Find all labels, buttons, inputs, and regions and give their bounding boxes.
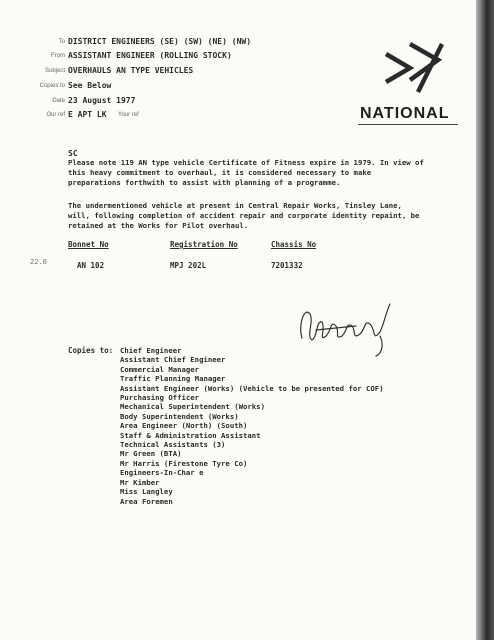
registration-no-value: MPJ 202L xyxy=(170,261,207,270)
to-label: To xyxy=(58,39,65,45)
our-ref-label: Our ref xyxy=(46,112,65,118)
list-item: Commercial Manager xyxy=(120,364,200,374)
body-paragraph-1: Please note 119 AN type vehicle Certificate of Fitness expire in 1979. In view of this heavy commitment to overhaul, it is considered necessary to make preparations forthwith to assist with planning of a programme. xyxy=(68,158,424,187)
copies-to-list xyxy=(120,346,384,506)
bonnet-no-header: Bonnet No xyxy=(68,240,109,249)
copies-to-label: Copies to: xyxy=(68,346,114,355)
brand-name: NATIONAL xyxy=(360,105,450,122)
list-item: Technical Assistants (3) xyxy=(120,440,226,450)
bonnet-no-value: AN 102 xyxy=(77,261,105,270)
our-ref-value: E APT LK xyxy=(68,110,107,119)
chassis-no-header: Chassis No xyxy=(271,240,317,249)
list-item: Miss Langley xyxy=(120,487,173,497)
list-item: Mr Harris (Firestone Tyre Co) xyxy=(120,458,248,468)
list-item: Chief Engineer xyxy=(120,346,182,355)
brand-rule xyxy=(358,124,458,125)
from-value: ASSISTANT ENGINEER (ROLLING STOCK) xyxy=(68,51,232,60)
list-item: Purchasing Officer xyxy=(120,393,200,403)
chassis-no-value: 7201332 xyxy=(271,261,303,270)
registration-no-header: Registration No xyxy=(170,240,238,249)
body-paragraph-2: The undermentioned vehicle at present in Central Repair Works, Tinsley Lane, will, following completion of accident repair and corporate identity repaint, be retained at the Works for Pilot overhaul. xyxy=(68,201,420,230)
from-label: From xyxy=(51,53,65,59)
our-ref-line2: SC xyxy=(68,149,78,158)
scan-edge xyxy=(476,0,494,640)
subject-label: Subject xyxy=(44,68,65,74)
list-item: Area Foremen xyxy=(120,496,173,506)
list-item: Mr Green (BTA) xyxy=(120,449,182,459)
date-label: Date xyxy=(52,98,65,104)
to-value: DISTRICT ENGINEERS (SE) (SW) (NE) (NW) xyxy=(68,37,252,46)
list-item: Engineers-In-Char e xyxy=(120,468,204,478)
copies-value: See Below xyxy=(68,81,112,90)
date-value: 23 August 1977 xyxy=(68,96,136,105)
national-logo-icon xyxy=(380,40,446,100)
subject-value: OVERHAULS AN TYPE VEHICLES xyxy=(68,66,194,75)
list-item: Area Engineer (North) (South) xyxy=(120,421,248,431)
list-item: Assistant Engineer (Works) (Vehicle to be presented for COF) xyxy=(120,383,384,393)
margin-note: 22.8 xyxy=(30,258,47,266)
list-item: Body Superintendent (Works) xyxy=(120,411,239,421)
list-item: Staff & Administration Assistant xyxy=(120,430,261,440)
list-item: Assistant Chief Engineer xyxy=(120,355,226,365)
list-item: Mr Kimber xyxy=(120,477,160,487)
list-item: Traffic Planning Manager xyxy=(120,374,226,384)
list-item: Mechanical Superintendent (Works) xyxy=(120,402,265,412)
your-ref-label: Your ref xyxy=(118,112,139,118)
copies-label: Copies to xyxy=(39,83,65,89)
